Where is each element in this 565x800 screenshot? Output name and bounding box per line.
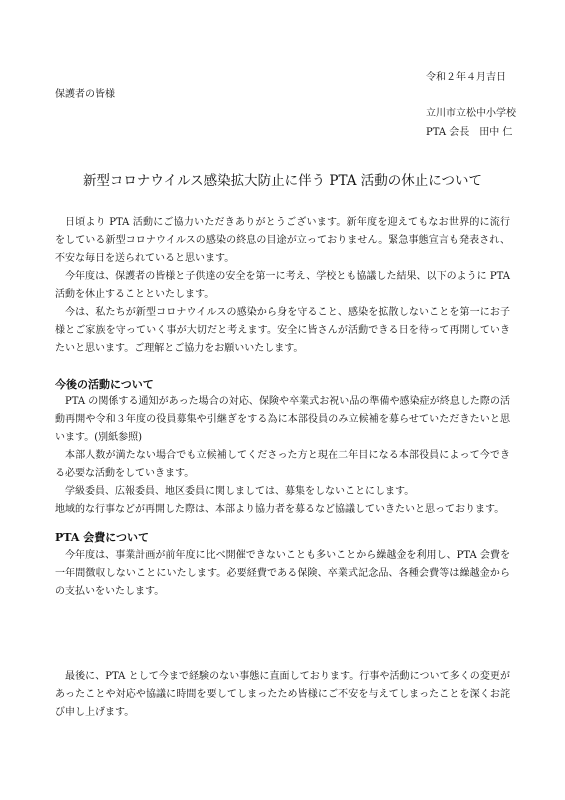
closing-paragraph: 最後に、PTA として今まで経験のない事態に直面しております。行事や活動について多くの変更があったことや対応や協議に時間を要してしまったため皆様にご不安を与えてしまったことを深くお詫び申し上げます。 [55, 671, 510, 718]
activities-paragraph-4: 地域的な行事などが再開した際は、本部より協力者を募るなど協議していきたいと思っております。 [55, 504, 505, 515]
activities-paragraph-1: PTA の関係する通知があった場合の対応、保険や卒業式お祝い品の準備や感染症が終息した際の活動再開や令和３年度の役員募集や引継ぎをする為に本部役員のみ立候補を募らせていただきたいと思います。(別紙参照) [55, 396, 510, 443]
fees-paragraph-1: 今年度は、事業計画が前年度に比べ開催できないことも多いことから繰越金を利用し、PTA 会費を一年間徴収しないことにいたします。必要経費である保険、卒業式記念品、各種会費等は繰越金からの支払いをいたします。 [55, 550, 510, 597]
section-heading-activities: 今後の活動について [55, 378, 154, 391]
date-line: 令和２年４月吉日 [426, 72, 506, 83]
activities-block [55, 393, 510, 519]
activities-paragraph-2: 本部人数が満たない場合でも立候補してくださった方と現在二年目になる本部役員によって今できる必要な活動をしていきます。 [55, 450, 510, 479]
section-heading-fees: PTA 会費について [55, 531, 149, 544]
addressee: 保護者の皆様 [55, 89, 115, 100]
intro-block [55, 214, 510, 358]
intro-paragraph-3: 今は、私たちが新型コロナウイルスの感染から身を守ること、感染を拡散しないことを第一にお子様とご家族を守っていく事が大切だと考えます。安全に皆さんが活動できる日を待って再開していきたいと思います。ご理解とご協力をお願いいたします。 [55, 307, 510, 354]
fees-block [55, 547, 510, 601]
document-title: 新型コロナウイルス感染拡大防止に伴う PTA 活動の休止について [82, 173, 483, 190]
sender-name: PTA 会長 田中 仁 [426, 127, 513, 138]
school-name: 立川市立松中小学校 [426, 108, 516, 119]
intro-paragraph-2: 今年度は、保護者の皆様と子供達の安全を第一に考え、学校とも協議した結果、以下のように PTA 活動を休止することといたします。 [55, 271, 510, 300]
closing-block [55, 668, 510, 722]
activities-paragraph-3: 学級委員、広報委員、地区委員に関しましては、募集をしないことにします。 [65, 486, 415, 497]
intro-paragraph-1: 日頃より PTA 活動にご協力いただきありがとうございます。新年度を迎えてもなお世界的に流行をしている新型コロナウイルスの感染の終息の目途が立っておりません。緊急事態宣言も発表され、不安な毎日を送られていると思います。 [55, 217, 510, 264]
